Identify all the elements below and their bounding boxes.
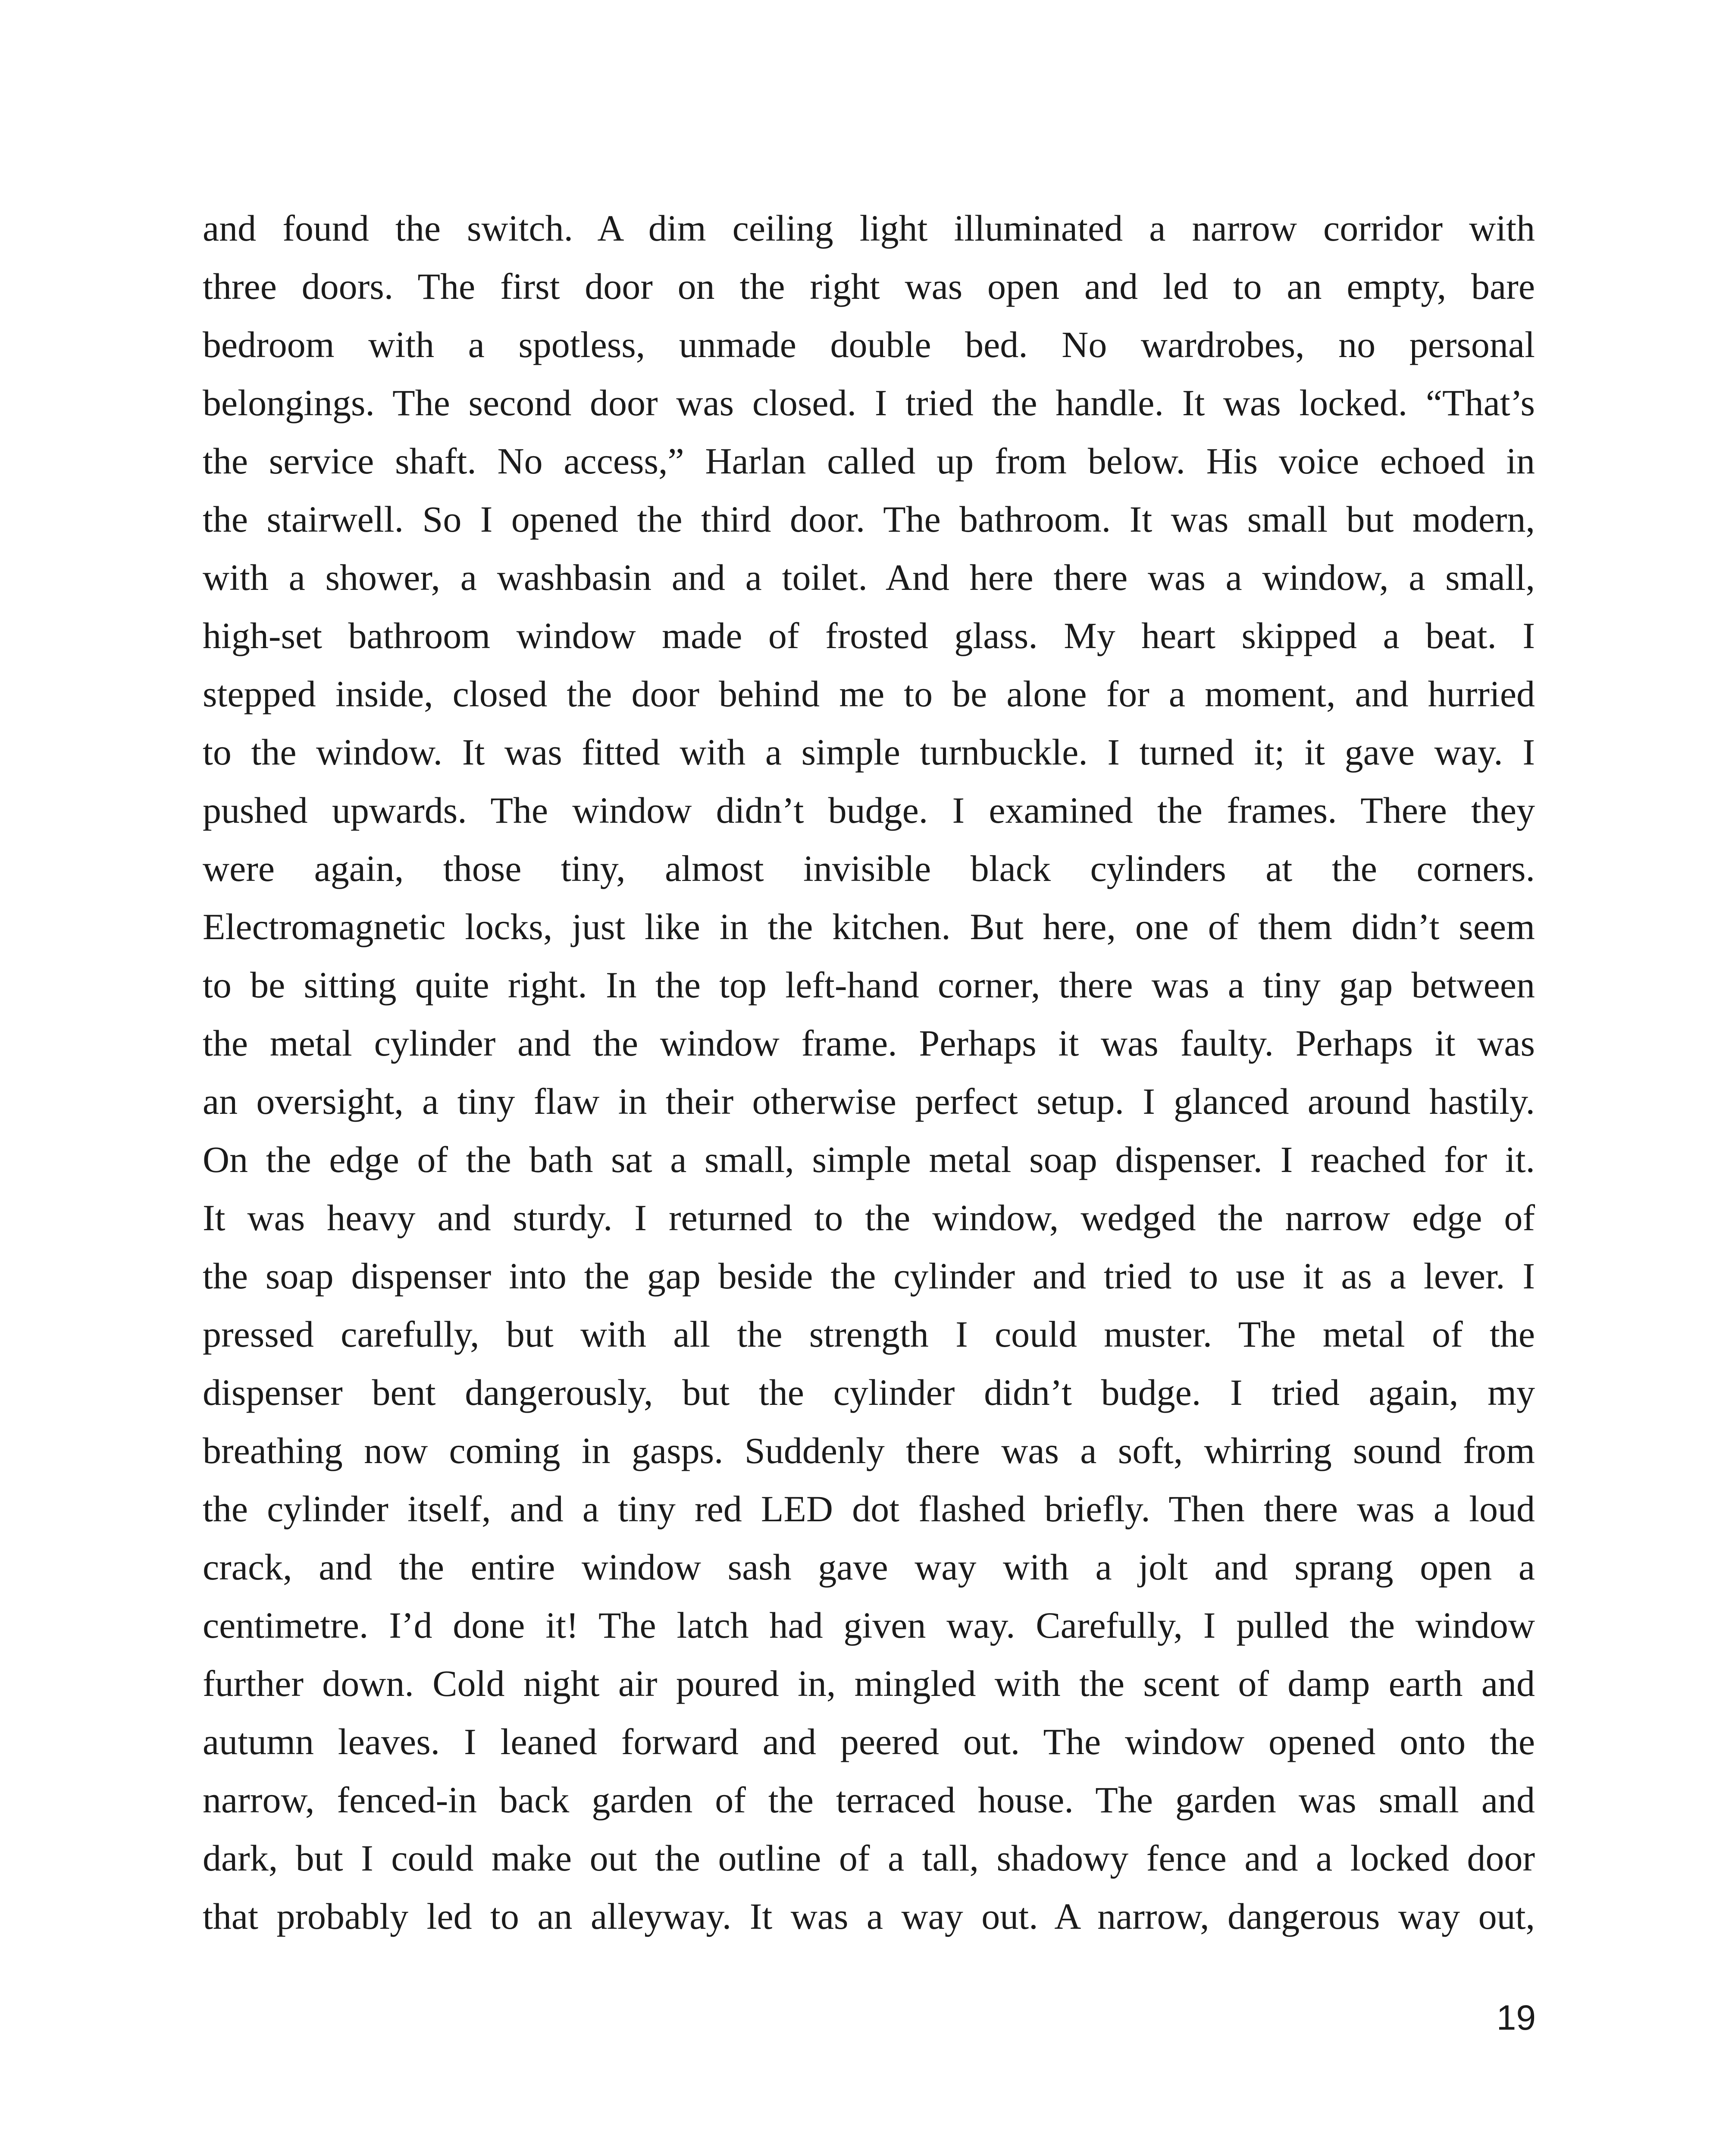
- text-line: pressed carefully, but with all the strength I could muster. The metal of the: [203, 1313, 1535, 1355]
- text-line: dark, but I could make out the outline of a tall, shadowy fence and a locked door: [203, 1837, 1535, 1879]
- text-line: the metal cylinder and the window frame. Perhaps it was faulty. Perhaps it was: [203, 1022, 1535, 1064]
- text-line: On the edge of the bath sat a small, simple metal soap dispenser. I reached for it.: [203, 1139, 1535, 1180]
- text-line: an oversight, a tiny flaw in their otherwise perfect setup. I glanced around hastily.: [203, 1081, 1535, 1122]
- text-line: bedroom with a spotless, unmade double bed. No wardrobes, no personal: [203, 324, 1535, 365]
- text-line: Electromagnetic locks, just like in the kitchen. But here, one of them didn’t seem: [203, 906, 1535, 947]
- text-line: and found the switch. A dim ceiling light illuminated a narrow corridor with: [203, 207, 1535, 249]
- text-line: It was heavy and sturdy. I returned to the window, wedged the narrow edge of: [203, 1197, 1535, 1238]
- text-line: centimetre. I’d done it! The latch had given way. Carefully, I pulled the window: [203, 1604, 1535, 1646]
- text-line: stepped inside, closed the door behind me to be alone for a moment, and hurried: [203, 673, 1535, 714]
- text-line: high-set bathroom window made of frosted glass. My heart skipped a beat. I: [203, 615, 1535, 656]
- text-line: three doors. The first door on the right was open and led to an empty, bare: [203, 266, 1535, 307]
- text-line: the stairwell. So I opened the third door. The bathroom. It was small but modern,: [203, 498, 1535, 540]
- text-line: the cylinder itself, and a tiny red LED dot flashed briefly. Then there was a loud: [203, 1488, 1535, 1529]
- text-line: autumn leaves. I leaned forward and peered out. The window opened onto the: [203, 1721, 1535, 1762]
- text-line: narrow, fenced-in back garden of the terraced house. The garden was small and: [203, 1779, 1535, 1821]
- text-line: crack, and the entire window sash gave way with a jolt and sprang open a: [203, 1546, 1535, 1588]
- text-line: with a shower, a washbasin and a toilet. And here there was a window, a small,: [203, 557, 1535, 598]
- text-line: that probably led to an alleyway. It was a way out. A narrow, dangerous way out,: [203, 1896, 1535, 1937]
- text-line: breathing now coming in gasps. Suddenly there was a soft, whirring sound from: [203, 1430, 1535, 1471]
- text-line: were again, those tiny, almost invisible black cylinders at the corners.: [203, 848, 1535, 889]
- page-number: 19: [1496, 1998, 1536, 2037]
- text-line: the service shaft. No access,” Harlan called up from below. His voice echoed in: [203, 440, 1535, 482]
- text-line: the soap dispenser into the gap beside the cylinder and tried to use it as a lever. I: [203, 1255, 1535, 1297]
- text-line: belongings. The second door was closed. I tried the handle. It was locked. “That’s: [203, 382, 1535, 423]
- text-line: to be sitting quite right. In the top left-hand corner, there was a tiny gap between: [203, 964, 1535, 1006]
- text-line: pushed upwards. The window didn’t budge. I examined the frames. There they: [203, 790, 1535, 831]
- text-line: further down. Cold night air poured in, mingled with the scent of damp earth and: [203, 1663, 1535, 1704]
- body-paragraph: [203, 199, 1535, 1946]
- text-line: dispenser bent dangerously, but the cylinder didn’t budge. I tried again, my: [203, 1372, 1535, 1413]
- text-line: to the window. It was fitted with a simple turnbuckle. I turned it; it gave way. I: [203, 731, 1535, 773]
